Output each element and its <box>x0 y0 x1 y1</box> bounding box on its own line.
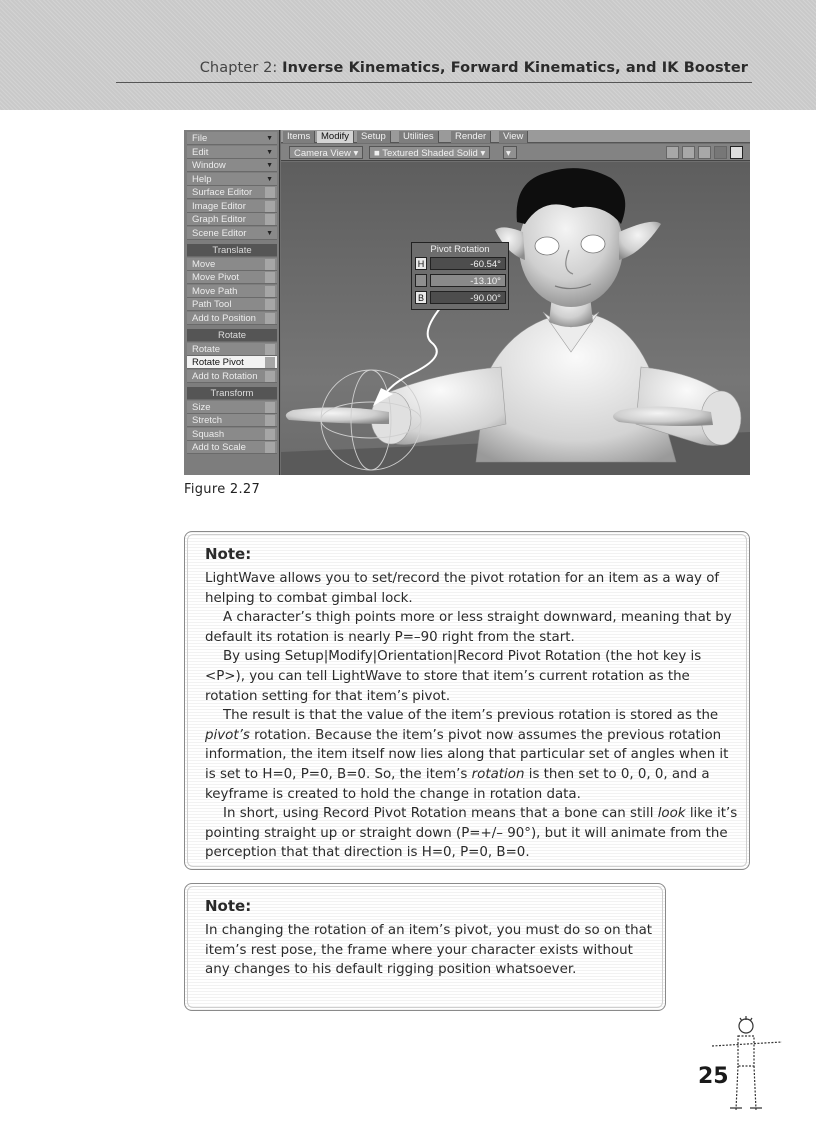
menu-item[interactable] <box>187 200 277 213</box>
view-toolbar <box>281 144 750 161</box>
tab-utilities[interactable]: Utilities <box>399 131 439 143</box>
menu-item-label: Transform <box>210 388 254 399</box>
pivot-rotation-title: Pivot Rotation <box>430 244 490 255</box>
header-rule <box>116 82 752 83</box>
hotkey-indicator <box>265 299 275 310</box>
hotkey-indicator <box>265 272 275 283</box>
note-paragraph: By using Setup|Modify|Orientation|Record Pivot Rotation (the hot key is <P>), you can tell LightWave to store that item’s current rotation as the rotation setting for that item’s pivot. <box>205 649 702 704</box>
chevron-down-icon: ▼ <box>266 135 273 142</box>
menu-item[interactable] <box>187 159 277 172</box>
tab-bar <box>281 130 750 143</box>
chapter-title: Inverse Kinematics, Forward Kinematics, and IK Booster <box>282 60 748 76</box>
tab-items[interactable]: Items <box>283 131 315 143</box>
hotkey-indicator <box>265 187 275 198</box>
menu-item-label: Rotate <box>192 343 220 355</box>
note-box-rest-pose <box>184 883 666 1011</box>
menu-item-label: Squash <box>192 428 225 440</box>
tab-modify[interactable]: Modify <box>317 131 354 143</box>
menu-item-label: Edit <box>192 146 209 158</box>
menu-item[interactable] <box>187 414 277 427</box>
text-run: The result is that the value of the item’s previous rotation is stored as the <box>223 708 719 724</box>
pivot-axis-p-toggle[interactable]: P <box>415 274 427 287</box>
menu-section-header <box>187 244 277 257</box>
pivot-value-p[interactable]: -13.10° <box>430 274 506 287</box>
running-head <box>200 60 748 76</box>
emphasis: rotation <box>471 766 525 782</box>
menu-item-label: Translate <box>212 245 252 256</box>
hotkey-indicator <box>265 402 275 413</box>
menu-item-label: Rotate Pivot <box>192 357 244 368</box>
hotkey-indicator <box>265 214 275 225</box>
tool-menu-sidebar <box>184 130 280 475</box>
menu-item-label: Move Path <box>192 285 238 297</box>
menu-item[interactable] <box>187 227 277 240</box>
arm-left <box>286 407 389 424</box>
note-body <box>205 569 743 863</box>
3d-viewport[interactable] <box>281 162 750 475</box>
menu-item-label: Move Pivot <box>192 272 239 283</box>
menu-item[interactable] <box>187 213 277 226</box>
menu-item[interactable] <box>187 401 277 414</box>
menu-item-label: Scene Editor <box>192 227 247 239</box>
hotkey-indicator <box>265 357 275 368</box>
hotkey-indicator <box>265 313 275 324</box>
menu-item-label: Help <box>192 173 212 185</box>
pivot-value-b[interactable]: -90.00° <box>430 291 506 304</box>
note-body <box>205 921 655 980</box>
menu-item[interactable] <box>187 343 277 356</box>
eye-right <box>581 235 605 253</box>
hotkey-indicator <box>265 344 275 355</box>
menu-item[interactable] <box>187 186 277 199</box>
pivot-value-h[interactable]: -60.54° <box>430 257 506 270</box>
shading-dropdown-label: Textured Shaded Solid <box>382 148 478 159</box>
chevron-down-icon: ▼ <box>266 229 273 237</box>
menu-item[interactable] <box>187 441 277 454</box>
menu-item[interactable] <box>187 370 277 383</box>
pivot-row-p <box>415 274 507 287</box>
chevron-down-icon: ▾ <box>480 148 486 159</box>
lightwave-screenshot <box>184 130 750 475</box>
menu-item-label: Add to Scale <box>192 442 246 453</box>
note-heading: Note: <box>205 897 252 915</box>
chapter-label: Chapter 2: <box>199 60 278 76</box>
hotkey-indicator <box>265 429 275 440</box>
chevron-down-icon: ▼ <box>266 148 273 156</box>
menu-section-header <box>187 387 277 400</box>
zoom-icon[interactable] <box>698 146 711 159</box>
note-paragraph <box>205 804 743 863</box>
chevron-down-icon: ▼ <box>266 162 273 169</box>
chapter-header <box>0 0 816 110</box>
ear-right <box>619 222 661 260</box>
menu-item[interactable] <box>187 271 277 284</box>
menu-item[interactable] <box>187 298 277 311</box>
pivot-axis-b-toggle[interactable]: B <box>415 291 427 304</box>
rotate-view-icon[interactable] <box>682 146 695 159</box>
view-dropdown-label: Camera View <box>294 148 351 159</box>
viewport-controls <box>666 146 746 159</box>
note-paragraph: LightWave allows you to set/record the pivot rotation for an item as a way of helping to combat gimbal lock. <box>205 571 720 606</box>
hotkey-indicator <box>265 286 275 297</box>
pivot-axis-h-toggle[interactable]: H <box>415 257 427 270</box>
text-run: In short, using Record Pivot Rotation means that a bone can still <box>223 806 658 822</box>
menu-item-label: Size <box>192 401 211 413</box>
hotkey-indicator <box>265 201 275 212</box>
shading-icon: ■ <box>374 148 380 159</box>
view-dropdown[interactable] <box>289 146 363 159</box>
menu-item-label: Rotate <box>218 330 246 341</box>
text-run: H=0, P=0, B=0. <box>421 845 530 861</box>
menu-item[interactable] <box>187 132 277 145</box>
menu-item-label: Path Tool <box>192 299 232 310</box>
text-run: is then set to 0, 0, 0, and a keyframe is created to hold the change in rotation data. <box>205 766 710 802</box>
extra-dropdown[interactable] <box>503 146 517 159</box>
skeleton-mascot-icon <box>702 1012 802 1112</box>
menu-section-header <box>187 329 277 342</box>
menu-item[interactable] <box>187 428 277 441</box>
hotkey-indicator <box>265 442 275 453</box>
page-number: 25 <box>698 1064 729 1089</box>
menu-item[interactable] <box>187 258 277 271</box>
menu-item-label: Add to Position <box>192 312 256 324</box>
hotkey-indicator <box>265 371 275 382</box>
menu-item[interactable] <box>187 173 277 186</box>
eye-left <box>535 237 559 255</box>
pivot-row-b <box>415 291 507 304</box>
pivot-row-h <box>415 257 507 270</box>
note-paragraph <box>205 706 743 804</box>
tab-view[interactable]: View <box>499 131 528 143</box>
menu-item-label: Move <box>192 258 216 270</box>
menu-item[interactable] <box>187 285 277 298</box>
chevron-down-icon: ▾ <box>506 148 511 159</box>
menu-item-label: File <box>192 133 208 144</box>
emphasis: look <box>657 806 686 822</box>
tab-setup[interactable]: Setup <box>357 131 391 143</box>
note-box-pivot-rotation <box>184 531 750 870</box>
menu-item-label: Stretch <box>192 415 223 426</box>
note-heading: Note: <box>205 545 252 563</box>
menu-item-label: Graph Editor <box>192 214 246 225</box>
maximize-icon[interactable] <box>730 146 743 159</box>
fit-icon[interactable] <box>714 146 727 159</box>
menu-item[interactable] <box>187 146 277 159</box>
menu-item-label: Image Editor <box>192 200 246 212</box>
hotkey-indicator <box>265 259 275 270</box>
tab-render[interactable]: Render <box>451 131 491 143</box>
note-paragraph: A character’s thigh points more or less straight downward, meaning that by default its rotation is nearly P=–90 right from the start. <box>205 610 732 645</box>
menu-item[interactable] <box>187 356 277 369</box>
menu-item-label: Add to Rotation <box>192 370 258 382</box>
chevron-down-icon: ▾ <box>353 148 359 159</box>
pivot-rotation-panel <box>411 242 509 310</box>
shading-dropdown[interactable] <box>369 146 490 159</box>
menu-item-label: Surface Editor <box>192 187 253 198</box>
pan-icon[interactable] <box>666 146 679 159</box>
figure-caption: Figure 2.27 <box>184 482 261 497</box>
text-run: like it’s pointing straight up or straight down (P=+/– 90°), but it will animate from the perception that that direction is <box>205 806 738 861</box>
chevron-down-icon: ▼ <box>266 175 273 183</box>
character-render <box>281 162 750 475</box>
hotkey-indicator <box>265 415 275 426</box>
emphasis: pivot’s <box>205 727 250 743</box>
menu-item[interactable] <box>187 312 277 325</box>
note-paragraph: In changing the rotation of an item’s pivot, you must do so on that item’s rest pose, the frame where your character exists without any changes to his default rigging position whatsoever. <box>205 923 653 978</box>
text-run: rotation. Because the item’s pivot now assumes the previous rotation information, the item itself now lies along that particular set of angles when it is set to H=0, P=0, B=0. So, the item’s <box>205 727 729 782</box>
menu-item-label: Window <box>192 160 226 171</box>
